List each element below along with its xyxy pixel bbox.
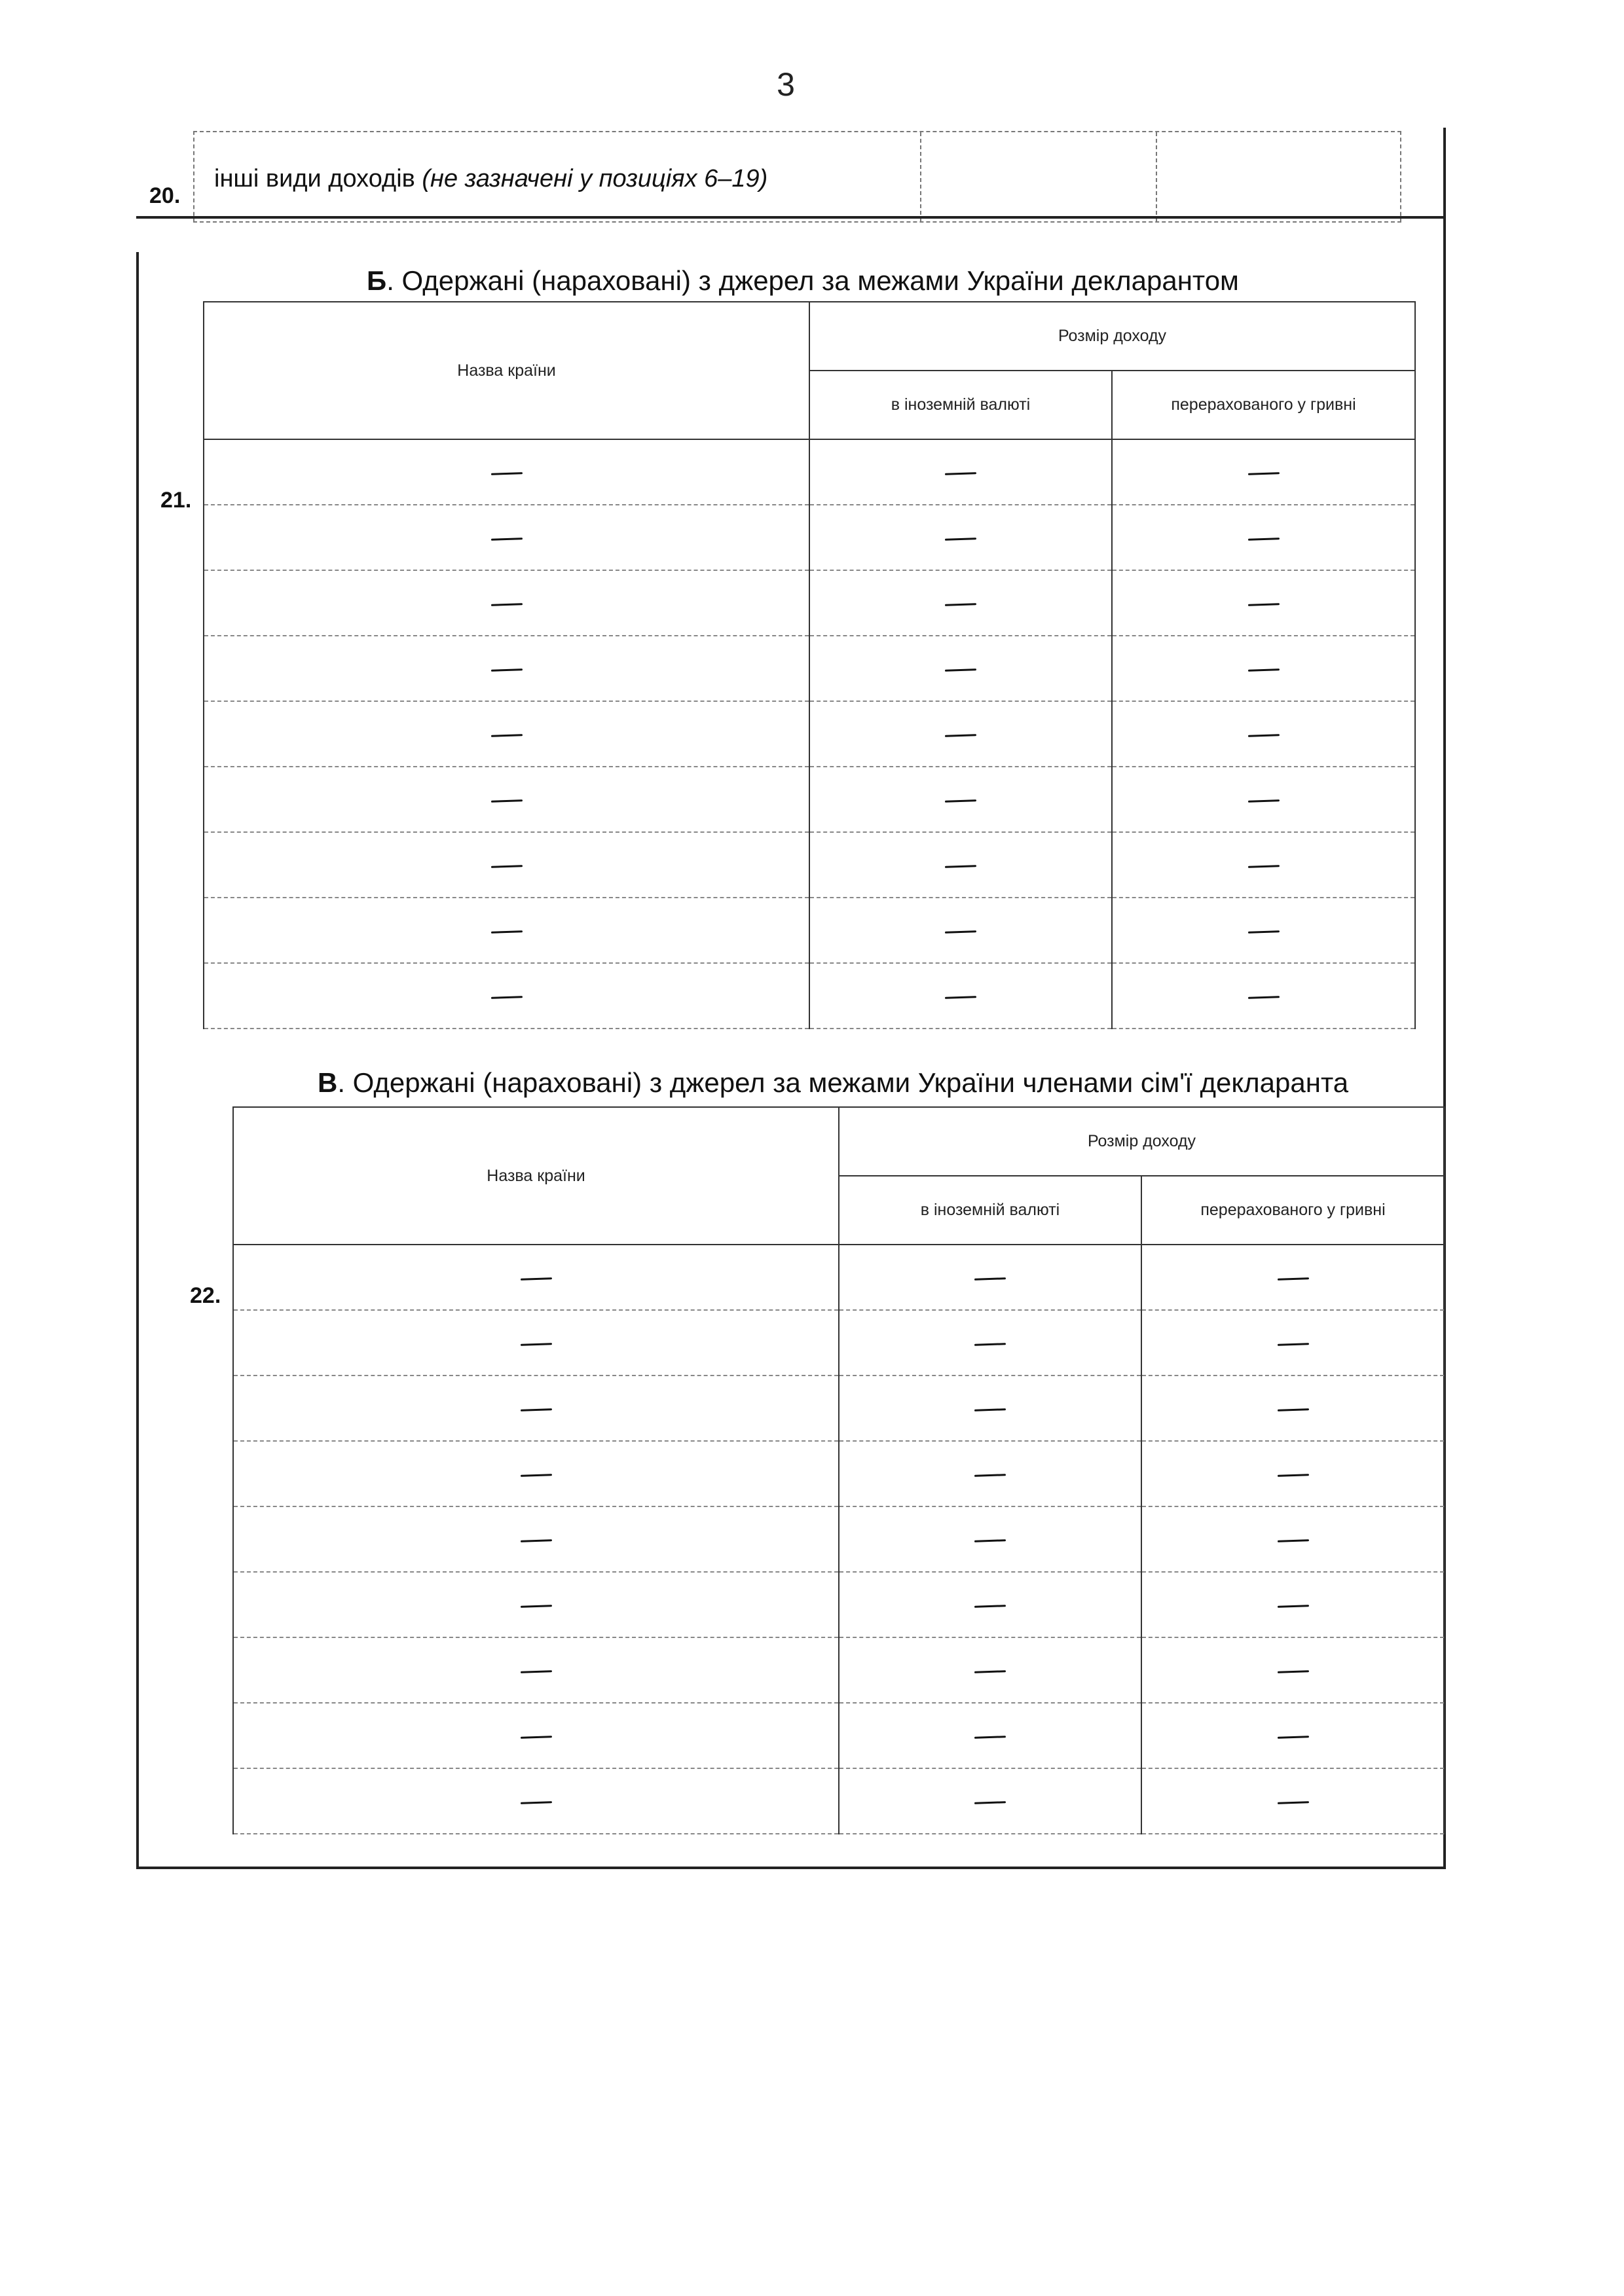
- uah-cell[interactable]: [1112, 898, 1415, 963]
- dash-mark: [520, 1474, 551, 1477]
- country-cell[interactable]: [233, 1376, 839, 1441]
- uah-cell[interactable]: [1141, 1376, 1445, 1441]
- table-row: [204, 570, 1415, 636]
- uah-cell[interactable]: [1141, 1506, 1445, 1572]
- foreign-currency-cell[interactable]: [809, 570, 1112, 636]
- dash-mark: [490, 603, 522, 606]
- foreign-currency-cell[interactable]: [809, 701, 1112, 767]
- country-cell[interactable]: [204, 636, 809, 701]
- table-row: [204, 767, 1415, 832]
- dash-mark: [1277, 1408, 1308, 1412]
- dash-mark: [1247, 799, 1279, 803]
- dash-mark: [974, 1670, 1006, 1673]
- table-row: [233, 1376, 1445, 1441]
- country-cell[interactable]: [233, 1441, 839, 1506]
- section-v-letter: В: [318, 1067, 338, 1098]
- dash-mark: [1277, 1670, 1308, 1673]
- section-b-table: [203, 301, 1416, 1029]
- dash-mark: [1277, 1474, 1308, 1477]
- dash-mark: [945, 865, 976, 868]
- country-cell[interactable]: [233, 1703, 839, 1768]
- table-row: [233, 1441, 1445, 1506]
- section-v-title: [318, 1067, 1348, 1099]
- dash-mark: [490, 930, 522, 934]
- foreign-currency-cell[interactable]: [839, 1768, 1141, 1834]
- section-b-letter: Б: [367, 265, 387, 296]
- dash-mark: [945, 538, 976, 541]
- dash-mark: [520, 1736, 551, 1739]
- dash-mark: [490, 472, 522, 475]
- dash-mark: [1247, 996, 1279, 999]
- country-cell[interactable]: [204, 767, 809, 832]
- col-foreign-currency-header: в іноземній валюті: [839, 1176, 1141, 1245]
- dash-mark: [974, 1736, 1006, 1739]
- foreign-currency-cell[interactable]: [809, 505, 1112, 570]
- dash-mark: [1247, 734, 1279, 737]
- dash-mark: [974, 1474, 1006, 1477]
- col-income-header: Розмір доходу: [839, 1107, 1445, 1176]
- foreign-currency-cell[interactable]: [809, 832, 1112, 898]
- country-cell[interactable]: [233, 1310, 839, 1376]
- dash-mark: [974, 1605, 1006, 1608]
- dash-mark: [945, 930, 976, 934]
- table-row: [204, 832, 1415, 898]
- dash-mark: [974, 1801, 1006, 1804]
- dash-mark: [1247, 930, 1279, 934]
- row-20-box: [193, 131, 1401, 223]
- uah-cell[interactable]: [1112, 505, 1415, 570]
- foreign-currency-cell[interactable]: [839, 1376, 1141, 1441]
- col-uah-header: перерахованого у гривні: [1141, 1176, 1445, 1245]
- uah-cell[interactable]: [1112, 832, 1415, 898]
- form-frame-left-border: [136, 252, 139, 1869]
- row-20-label-main: інші види доходів: [214, 165, 422, 192]
- dash-mark: [974, 1277, 1006, 1281]
- dash-mark: [490, 668, 522, 672]
- foreign-currency-cell[interactable]: [809, 767, 1112, 832]
- page-number: 3: [777, 66, 795, 103]
- section-v-number: 22.: [190, 1283, 221, 1308]
- table-row: [204, 963, 1415, 1029]
- dash-mark: [945, 668, 976, 672]
- foreign-currency-cell[interactable]: [839, 1703, 1141, 1768]
- dash-mark: [520, 1277, 551, 1281]
- country-cell[interactable]: [233, 1506, 839, 1572]
- dash-mark: [520, 1801, 551, 1804]
- section-b-title: [367, 265, 1239, 297]
- country-cell[interactable]: [233, 1572, 839, 1637]
- foreign-currency-cell[interactable]: [839, 1441, 1141, 1506]
- table-row: [204, 439, 1415, 505]
- dash-mark: [1277, 1736, 1308, 1739]
- foreign-currency-cell[interactable]: [839, 1506, 1141, 1572]
- country-cell[interactable]: [204, 439, 809, 505]
- dash-mark: [520, 1605, 551, 1608]
- country-cell[interactable]: [233, 1768, 839, 1834]
- table-row: [233, 1506, 1445, 1572]
- dash-mark: [490, 996, 522, 999]
- col-uah-header: перерахованого у гривні: [1112, 371, 1415, 439]
- dash-mark: [1247, 865, 1279, 868]
- table-row: [204, 701, 1415, 767]
- uah-cell[interactable]: [1112, 767, 1415, 832]
- uah-cell[interactable]: [1112, 636, 1415, 701]
- dash-mark: [520, 1343, 551, 1346]
- dash-mark: [974, 1408, 1006, 1412]
- dash-mark: [1247, 538, 1279, 541]
- country-cell[interactable]: [204, 570, 809, 636]
- section-v-table: [232, 1106, 1445, 1834]
- uah-cell[interactable]: [1112, 439, 1415, 505]
- uah-cell[interactable]: [1141, 1768, 1445, 1834]
- country-cell[interactable]: [204, 505, 809, 570]
- section-v-title-text: . Одержані (нараховані) з джерел за межами України членами сім'ї декларанта: [337, 1067, 1349, 1098]
- foreign-currency-cell[interactable]: [809, 898, 1112, 963]
- dash-mark: [945, 472, 976, 475]
- foreign-currency-cell[interactable]: [809, 439, 1112, 505]
- dash-mark: [1247, 603, 1279, 606]
- uah-cell[interactable]: [1141, 1441, 1445, 1506]
- row-20-number: 20.: [149, 183, 181, 208]
- dash-mark: [1277, 1539, 1308, 1542]
- dash-mark: [945, 603, 976, 606]
- col-country-header: Назва країни: [233, 1107, 839, 1245]
- col-country-header: Назва країни: [204, 302, 809, 439]
- dash-mark: [974, 1539, 1006, 1542]
- dash-mark: [945, 996, 976, 999]
- section-b-number: 21.: [160, 488, 192, 513]
- dash-mark: [945, 799, 976, 803]
- foreign-currency-cell[interactable]: [839, 1637, 1141, 1703]
- row-20-label: [194, 132, 921, 221]
- uah-cell[interactable]: [1112, 963, 1415, 1029]
- table-row: [204, 898, 1415, 963]
- dash-mark: [1277, 1343, 1308, 1346]
- section-b-title-text: . Одержані (нараховані) з джерел за межами України декларантом: [386, 265, 1239, 296]
- table-row: [233, 1245, 1445, 1310]
- uah-cell[interactable]: [1141, 1572, 1445, 1637]
- foreign-currency-cell[interactable]: [839, 1245, 1141, 1310]
- row-20-value-cell-1[interactable]: [921, 132, 1157, 221]
- foreign-currency-cell[interactable]: [839, 1310, 1141, 1376]
- dash-mark: [490, 865, 522, 868]
- country-cell[interactable]: [204, 832, 809, 898]
- table-row: [233, 1572, 1445, 1637]
- country-cell[interactable]: [233, 1245, 839, 1310]
- foreign-currency-cell[interactable]: [809, 636, 1112, 701]
- dash-mark: [1247, 472, 1279, 475]
- table-row: [233, 1768, 1445, 1834]
- foreign-currency-cell[interactable]: [809, 963, 1112, 1029]
- uah-cell[interactable]: [1112, 570, 1415, 636]
- row-20-separator: [136, 216, 1446, 219]
- dash-mark: [974, 1343, 1006, 1346]
- dash-mark: [520, 1670, 551, 1673]
- dash-mark: [1277, 1277, 1308, 1281]
- uah-cell[interactable]: [1141, 1245, 1445, 1310]
- dash-mark: [520, 1539, 551, 1542]
- col-income-header: Розмір доходу: [809, 302, 1415, 371]
- table-row: [204, 636, 1415, 701]
- uah-cell[interactable]: [1141, 1703, 1445, 1768]
- uah-cell[interactable]: [1141, 1310, 1445, 1376]
- foreign-currency-cell[interactable]: [839, 1572, 1141, 1637]
- table-row: [233, 1310, 1445, 1376]
- dash-mark: [1247, 668, 1279, 672]
- dash-mark: [490, 734, 522, 737]
- country-cell[interactable]: [204, 963, 809, 1029]
- country-cell[interactable]: [204, 898, 809, 963]
- dash-mark: [520, 1408, 551, 1412]
- country-cell[interactable]: [204, 701, 809, 767]
- dash-mark: [490, 538, 522, 541]
- section-v-rows: [233, 1245, 1445, 1834]
- dash-mark: [945, 734, 976, 737]
- col-foreign-currency-header: в іноземній валюті: [809, 371, 1112, 439]
- dash-mark: [1277, 1801, 1308, 1804]
- dash-mark: [490, 799, 522, 803]
- section-b-rows: [204, 439, 1415, 1029]
- table-row: [233, 1637, 1445, 1703]
- dash-mark: [1277, 1605, 1308, 1608]
- row-20-label-note: (не зазначені у позиціях 6–19): [422, 165, 768, 192]
- row-20-value-cell-2[interactable]: [1157, 132, 1393, 221]
- table-row: [233, 1703, 1445, 1768]
- country-cell[interactable]: [233, 1637, 839, 1703]
- uah-cell[interactable]: [1141, 1637, 1445, 1703]
- table-row: [204, 505, 1415, 570]
- uah-cell[interactable]: [1112, 701, 1415, 767]
